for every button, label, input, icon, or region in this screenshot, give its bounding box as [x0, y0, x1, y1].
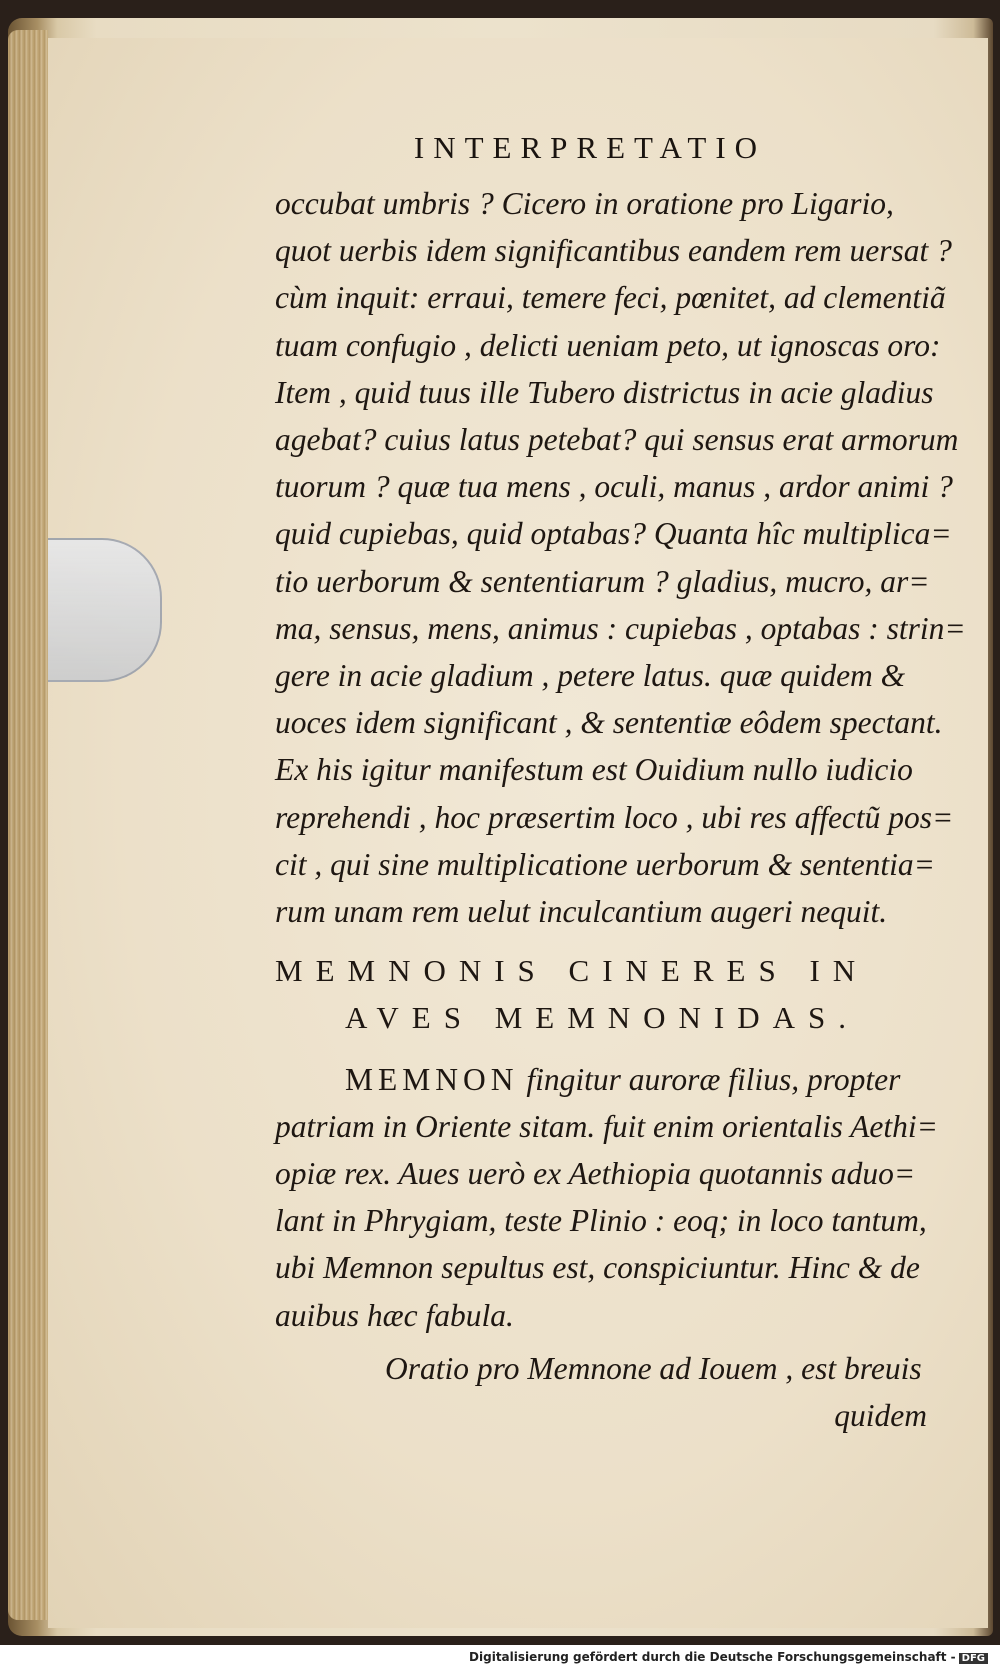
paragraph-3: Oratio pro Memnone ad Iouem , est breuis — [385, 1350, 922, 1386]
footer-text: Digitalisierung gefördert durch die Deutsche Forschungsgemeinschaft - — [469, 1650, 956, 1664]
text-line: rum unam rem uelut inculcantium augeri nequit. — [275, 894, 888, 930]
text-line: Ex his igitur manifestum est Ouidium nullo iudicio — [275, 752, 913, 788]
page-text — [275, 180, 975, 1439]
page-edges — [8, 30, 48, 1620]
text-line: gere in acie gladium , petere latus. quæ quidem & — [275, 658, 906, 694]
digitization-footer — [0, 1650, 1000, 1673]
text-line: reprehendi , hoc præsertim loco , ubi res affectũ pos= — [275, 799, 954, 835]
paragraph-2 — [275, 1056, 975, 1339]
lead-rest: fingitur auroræ filius, propter — [518, 1061, 901, 1097]
text-line: tuam confugio , delicti ueniam peto, ut ignoscas oro: — [275, 327, 941, 363]
text-line: uoces idem significant , & sententiæ eôdem spectant. — [275, 705, 943, 741]
dfg-logo: DFG — [959, 1653, 988, 1664]
text-line: ma, sensus, mens, animus : cupiebas , optabas : strin= — [275, 610, 966, 646]
text-line: lant in Phrygiam, teste Plinio : eoq; in loco tantum, — [275, 1203, 927, 1239]
text-line: cit , qui sine multiplicatione uerborum & sententia= — [275, 846, 935, 882]
text-line: tio uerborum & sententiarum ? gladius, mucro, ar= — [275, 563, 930, 599]
text-line: quid cupiebas, quid optabas? Quanta hîc multiplica= — [275, 516, 952, 552]
section-heading-line-2: AVES MEMNONIDAS. — [345, 1000, 860, 1036]
page-clip — [48, 538, 162, 682]
text-line: patriam in Oriente sitam. fuit enim orientalis Aethi= — [275, 1108, 938, 1144]
text-line: ubi Memnon sepultus est, conspiciuntur. Hinc & de — [275, 1250, 920, 1286]
text-line: quot uerbis idem significantibus eandem rem uersat ? — [275, 233, 952, 269]
lead-word: MEMNON — [345, 1061, 519, 1097]
text-line: occubat umbris ? Cicero in oratione pro Ligario, — [275, 186, 894, 221]
text-line: opiæ rex. Aues uerò ex Aethiopia quotannis aduo= — [275, 1156, 916, 1192]
text-line: tuorum ? quæ tua mens , oculi, manus , ardor animi ? — [275, 469, 953, 505]
text-line: Item , quid tuus ille Tubero districtus in acie gladius — [275, 374, 934, 410]
text-line: agebat? cuius latus petebat? qui sensus erat armorum — [275, 422, 959, 458]
text-line — [275, 1056, 975, 1103]
text-line: cùm inquit: erraui, temere feci, pœnitet, ad clementiã — [275, 280, 946, 316]
text-line: auibus hæc fabula. — [275, 1297, 514, 1333]
paragraph-1 — [275, 180, 975, 935]
section-heading-line-1: MEMNONIS CINERES IN — [275, 953, 869, 989]
catchword: quidem — [834, 1398, 927, 1434]
running-head: INTERPRETATIO — [413, 130, 767, 165]
